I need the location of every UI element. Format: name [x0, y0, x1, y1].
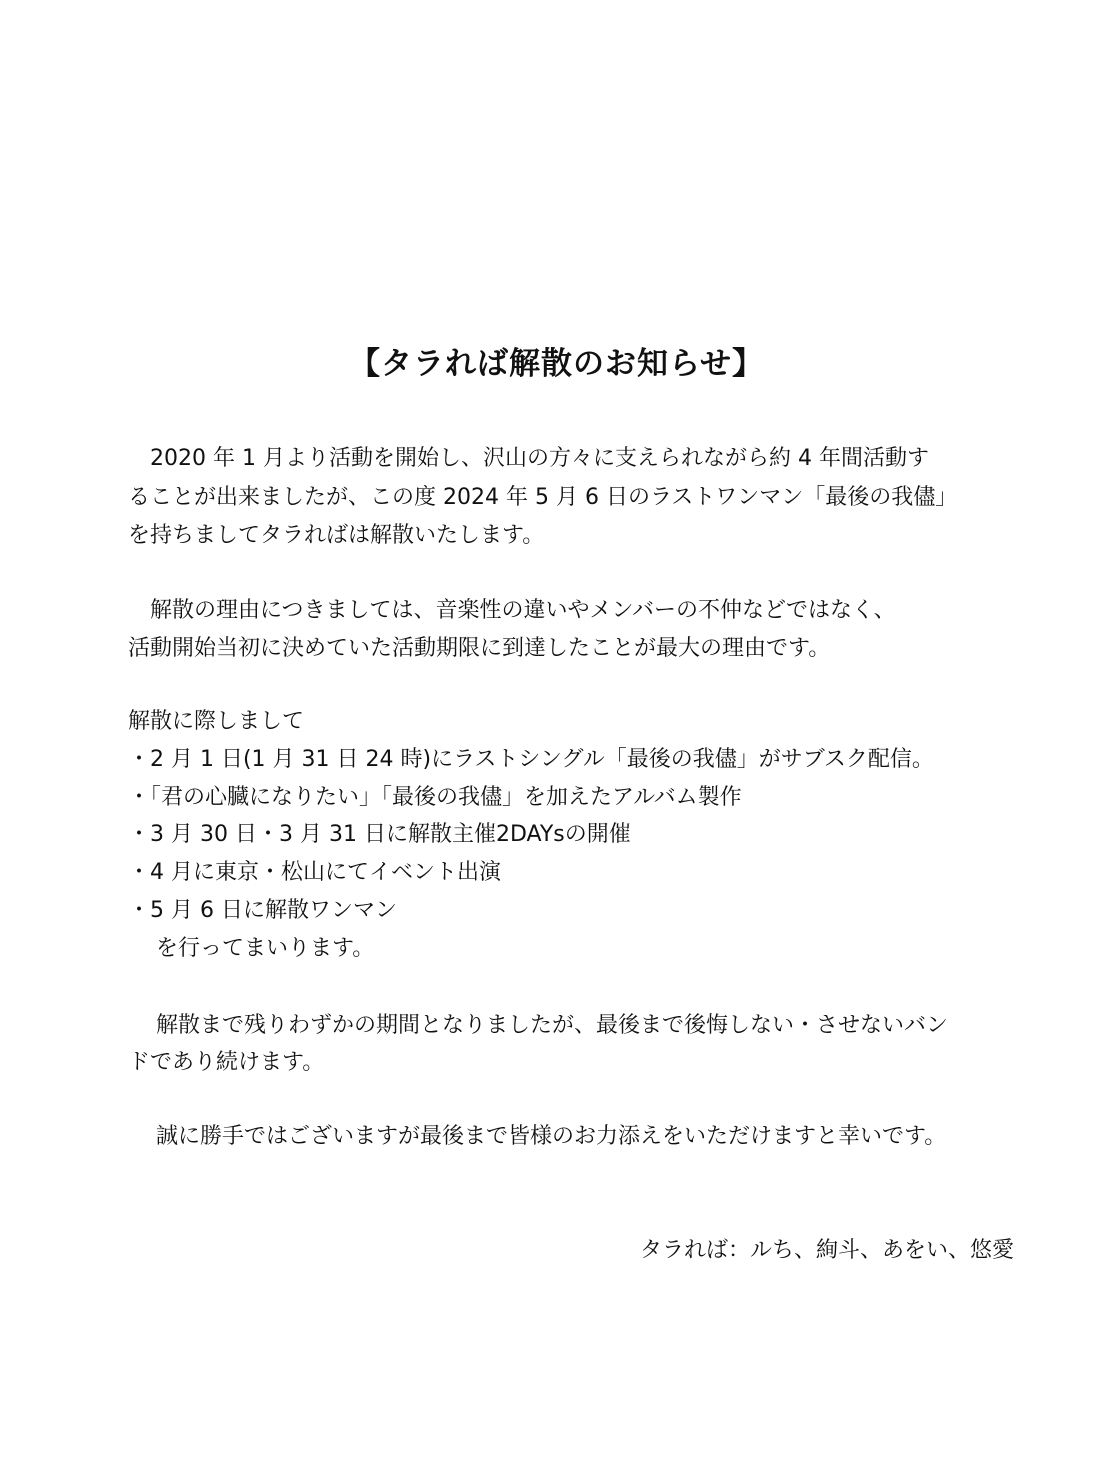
schedule-item-4: ・4 月に東京・松山にてイベント出演: [128, 860, 501, 885]
paragraph4: 誠に勝手ではございますが最後まで皆様のお力添えをいただけますと幸いです。: [134, 1124, 947, 1149]
paragraph1-line1: 2020 年 1 月より活動を開始し、沢山の方々に支えられながら約 4 年間活動す: [128, 446, 929, 471]
schedule-item-1: ・2 月 1 日(1 月 31 日 24 時)にラストシングル「最後の我儘」がサブスク配信。: [128, 747, 934, 772]
paragraph1-line2: ることが出来ましたが、この度 2024 年 5 月 6 日のラストワンマン「最後の我儘」: [128, 485, 958, 510]
schedule-outro: を行ってまいります。: [134, 936, 375, 961]
paragraph3-line2: ドであり続けます。: [128, 1050, 325, 1075]
paragraph3-line1: 解散まで残りわずかの期間となりましたが、最後まで後悔しない・させないバン: [134, 1013, 949, 1038]
paragraph2-line1: 解散の理由につきましては、音楽性の違いやメンバーの不仲などではなく、: [128, 598, 896, 623]
schedule-intro: 解散に際しまして: [128, 709, 305, 734]
paragraph2-line2: 活動開始当初に決めていた活動期限に到達したことが最大の理由です。: [128, 636, 831, 661]
paragraph1-line3: を持ちましてタラればは解散いたします。: [128, 523, 545, 548]
signature: タラれば：ルち、絢斗、あをい、悠愛: [640, 1238, 1015, 1263]
schedule-item-5: ・5 月 6 日に解散ワンマン: [128, 898, 397, 923]
schedule-item-3: ・3 月 30 日・3 月 31 日に解散主催2DAYsの開催: [128, 822, 631, 847]
announcement-title: 【タラれば解散のお知らせ】: [348, 346, 765, 382]
schedule-item-2: ・「君の心臓になりたい」「最後の我儘」を加えたアルバム製作: [128, 785, 742, 810]
